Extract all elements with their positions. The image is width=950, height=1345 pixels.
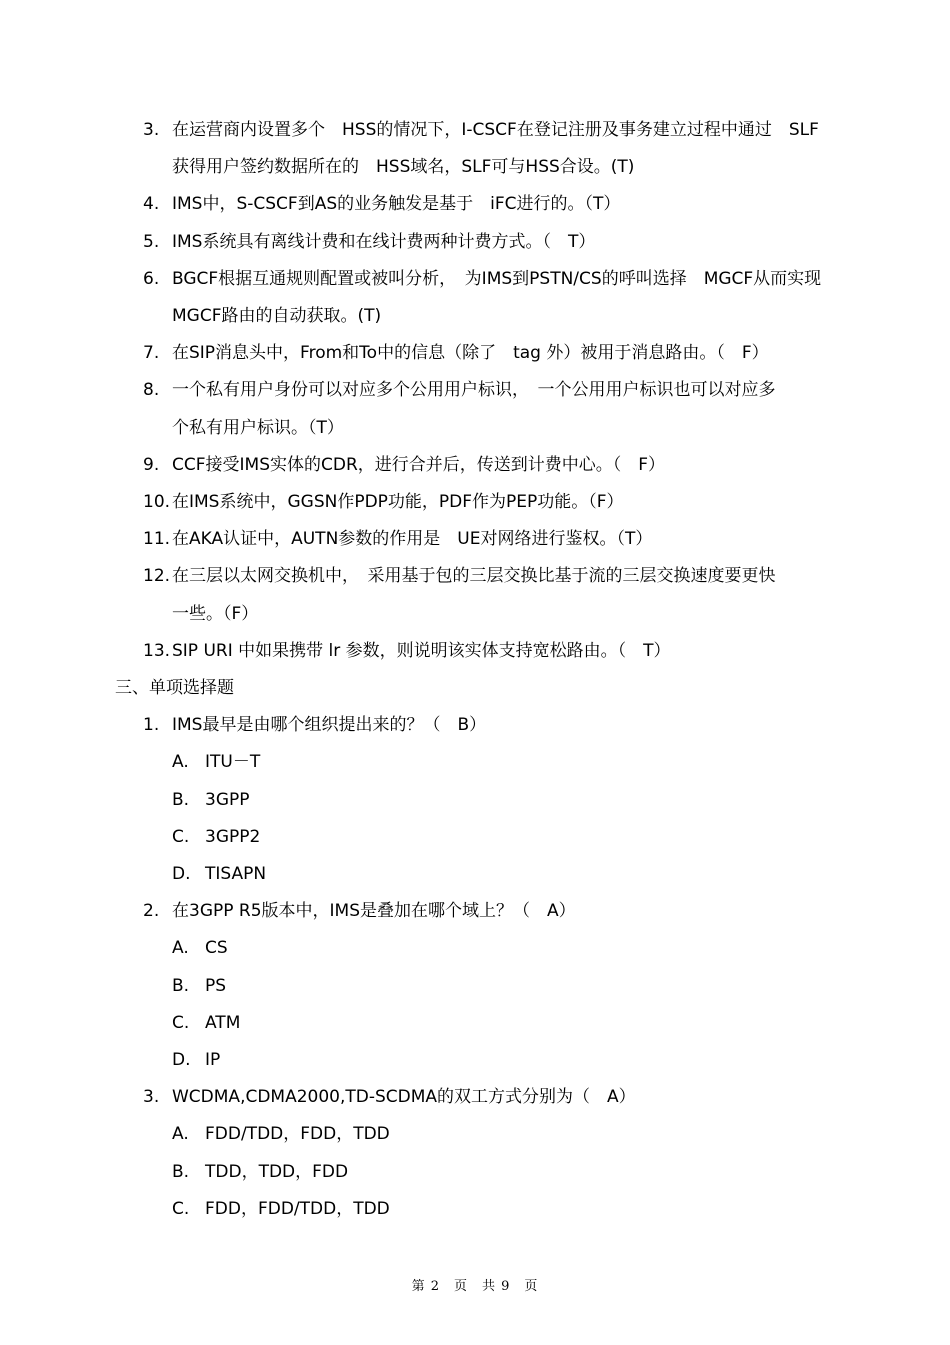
item-number: B. [172, 790, 190, 810]
item-text: IMS系统具有离线计费和在线计费两种计费方式。（ T） [172, 232, 596, 252]
item-number: A. [172, 752, 189, 772]
item-text: BGCF根据互通规则配置或被叫分析， 为IMS到PSTN/CS的呼叫选择 MGCF从而实现 [172, 269, 822, 289]
item-number: 4. [143, 194, 160, 214]
item-text: IMS最早是由哪个组织提出来的？（ B） [172, 715, 487, 735]
item-text: 3GPP2 [205, 827, 261, 847]
item-number: A. [172, 938, 189, 958]
item-text: FDD，FDD/TDD，TDD [205, 1199, 390, 1219]
item-text: 在运营商内设置多个 HSS的情况下，I-CSCF在登记注册及事务建立过程中通过 SLF [172, 120, 819, 140]
item-number: 6. [143, 269, 160, 289]
item-text: PS [205, 976, 227, 996]
item-text: 个私有用户标识。（T） [172, 418, 344, 438]
item-number: 5. [143, 232, 160, 252]
item-text: WCDMA,CDMA2000,TD-SCDMA的双工方式分别为（ A） [172, 1087, 636, 1107]
item-number: 10. [143, 492, 171, 512]
item-text: 在IMS系统中，GGSN作PDP功能，PDF作为PEP功能。（F） [172, 492, 624, 512]
item-text: TDD，TDD，FDD [205, 1162, 349, 1182]
item-number: 13. [143, 641, 171, 661]
item-number: 1. [143, 715, 160, 735]
item-text: 获得用户签约数据所在的 HSS域名，SLF可与HSS合设。(T) [172, 157, 635, 177]
item-text: CS [205, 938, 228, 958]
item-number: 8. [143, 380, 160, 400]
item-number: C. [172, 1013, 190, 1033]
item-number: C. [172, 827, 190, 847]
item-number: D. [172, 864, 191, 884]
item-text: ATM [205, 1013, 241, 1033]
item-text: ITU－T [205, 752, 261, 772]
item-number: 2. [143, 901, 160, 921]
item-text: 三、单项选择题 [115, 678, 234, 698]
item-text: MGCF路由的自动获取。(T) [172, 306, 382, 326]
item-text: 在3GPP R5版本中，IMS是叠加在哪个域上？（ A） [172, 901, 576, 921]
item-text: 一些。（F） [172, 604, 259, 624]
item-text: SIP URI 中如果携带 lr 参数，则说明该实体支持宽松路由。（ T） [172, 641, 671, 661]
item-text: TISAPN [205, 864, 267, 884]
item-number: 11. [143, 529, 171, 549]
item-text: 3GPP [205, 790, 250, 810]
item-text: 一个私有用户身份可以对应多个公用用户标识， 一个公用用户标识也可以对应多 [172, 380, 776, 400]
item-number: 3. [143, 1087, 160, 1107]
item-text: 在三层以太网交换机中， 采用基于包的三层交换比基于流的三层交换速度要更快 [172, 566, 776, 586]
item-number: 9. [143, 455, 160, 475]
item-number: B. [172, 1162, 190, 1182]
item-text: CCF接受IMS实体的CDR，进行合并后，传送到计费中心。（ F） [172, 455, 666, 475]
item-text: FDD/TDD，FDD，TDD [205, 1124, 390, 1144]
item-number: A. [172, 1124, 189, 1144]
item-number: 3. [143, 120, 160, 140]
item-number: D. [172, 1050, 191, 1070]
item-number: C. [172, 1199, 190, 1219]
item-text: 在AKA认证中，AUTN参数的作用是 UE对网络进行鉴权。（T） [172, 529, 653, 549]
item-number: 12. [143, 566, 171, 586]
item-text: IMS中，S-CSCF到AS的业务触发是基于 iFC进行的。（T） [172, 194, 621, 214]
item-text: IP [205, 1050, 221, 1070]
page-footer: 第 2 页 共 9 页 [411, 1279, 539, 1294]
item-number: B. [172, 976, 190, 996]
item-text: 在SIP消息头中，From和To中的信息（除了 tag 外）被用于消息路由。（ F） [172, 343, 769, 363]
item-number: 7. [143, 343, 160, 363]
